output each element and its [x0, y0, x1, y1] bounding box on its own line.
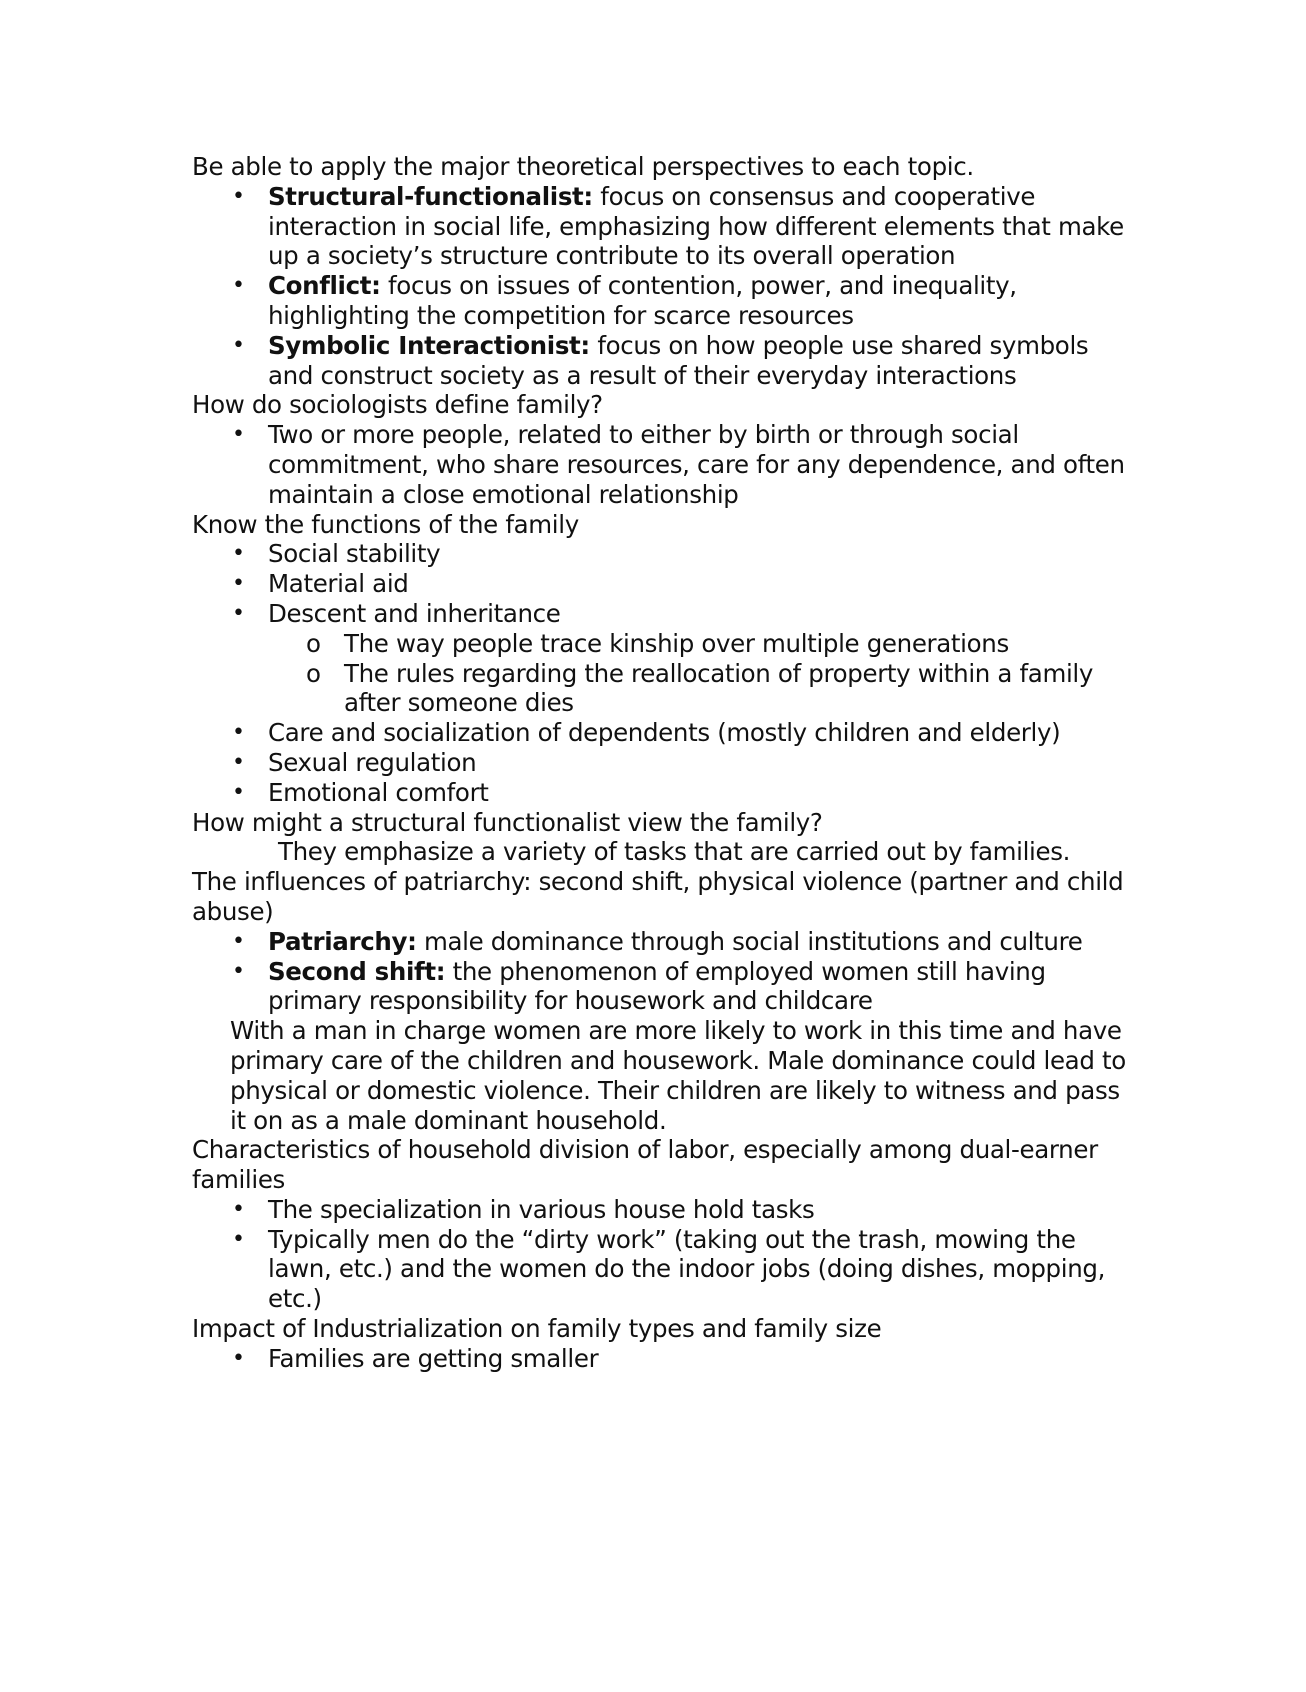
- list-item: • Typically men do the “dirty work” (taking out the trash, mowing the lawn, etc.) and the women do the indoor jobs (doing dishes, mopping, etc.): [268, 1225, 1132, 1314]
- list-item: • The specialization in various house hold tasks: [268, 1195, 1132, 1225]
- term-definition: focus on issues of contention, power, and inequality, highlighting the competition for scarce resources: [268, 271, 1017, 330]
- list-item: [268, 331, 1132, 391]
- list-item: • Material aid: [268, 569, 1132, 599]
- term-label: Conflict:: [268, 271, 381, 301]
- patriarchy-list: [192, 927, 1132, 1016]
- list-item: • Families are getting smaller: [268, 1344, 1132, 1374]
- term-label: Structural-functionalist:: [268, 181, 593, 211]
- sub-list-item: o The way people trace kinship over multiple generations: [344, 629, 1132, 659]
- functions-list: [192, 539, 1132, 807]
- list-item: [268, 599, 1132, 718]
- labor-list: [192, 1195, 1132, 1314]
- list-item: • Sexual regulation: [268, 748, 1132, 778]
- sub-list: [268, 629, 1132, 718]
- term-label: Symbolic Interactionist:: [268, 330, 590, 360]
- list-item: • Emotional comfort: [268, 778, 1132, 808]
- industrial-list: [192, 1344, 1132, 1374]
- perspectives-list: [192, 182, 1132, 391]
- list-item: • Care and socialization of dependents (mostly children and elderly): [268, 718, 1132, 748]
- term-label: Patriarchy:: [268, 926, 417, 956]
- industrial-heading: Impact of Industrialization on family types and family size: [192, 1314, 882, 1344]
- patriarchy-paragraph: With a man in charge women are more likely to work in this time and have primary care of the children and housework. Male dominance could lead to physical or domestic violence. Their children are likely to witness and pass it on as a male dominant household.: [230, 1016, 1126, 1135]
- sub-list-item: o The rules regarding the reallocation of property within a family after someone dies: [344, 659, 1132, 719]
- term-definition: focus on how people use shared symbols and construct society as a result of their everyday interactions: [268, 330, 1089, 390]
- list-item: [268, 927, 1132, 957]
- sf-question: How might a structural functionalist view the family?: [192, 807, 823, 837]
- patriarchy-heading: The influences of patriarchy: second shift, physical violence (partner and child abuse): [192, 867, 1124, 926]
- functions-heading: Know the functions of the family: [192, 509, 579, 539]
- list-item-text: Descent and inheritance: [268, 598, 561, 628]
- list-item: [268, 271, 1132, 331]
- list-item: • Social stability: [268, 539, 1132, 569]
- document-page: [192, 152, 1132, 1374]
- term-definition: focus on consensus and cooperative interaction in social life, emphasizing how different elements that make up a society’s structure contribute to its overall operation: [268, 181, 1124, 271]
- intro-line: Be able to apply the major theoretical perspectives to each topic.: [192, 152, 974, 181]
- list-item: [268, 957, 1132, 1017]
- list-item: • Two or more people, related to either by birth or through social commitment, who share resources, care for any dependence, and often maintain a close emotional relationship: [268, 420, 1132, 509]
- labor-heading: Characteristics of household division of labor, especially among dual-earner families: [192, 1135, 1098, 1195]
- term-definition: male dominance through social institutions and culture: [416, 926, 1083, 956]
- sf-answer: They emphasize a variety of tasks that are carried out by families.: [278, 837, 1071, 867]
- define-list: [192, 420, 1132, 509]
- term-definition: the phenomenon of employed women still having primary responsibility for housework and childcare: [268, 956, 1046, 1016]
- define-question: How do sociologists define family?: [192, 390, 603, 420]
- list-item: [268, 182, 1132, 271]
- term-label: Second shift:: [268, 956, 446, 986]
